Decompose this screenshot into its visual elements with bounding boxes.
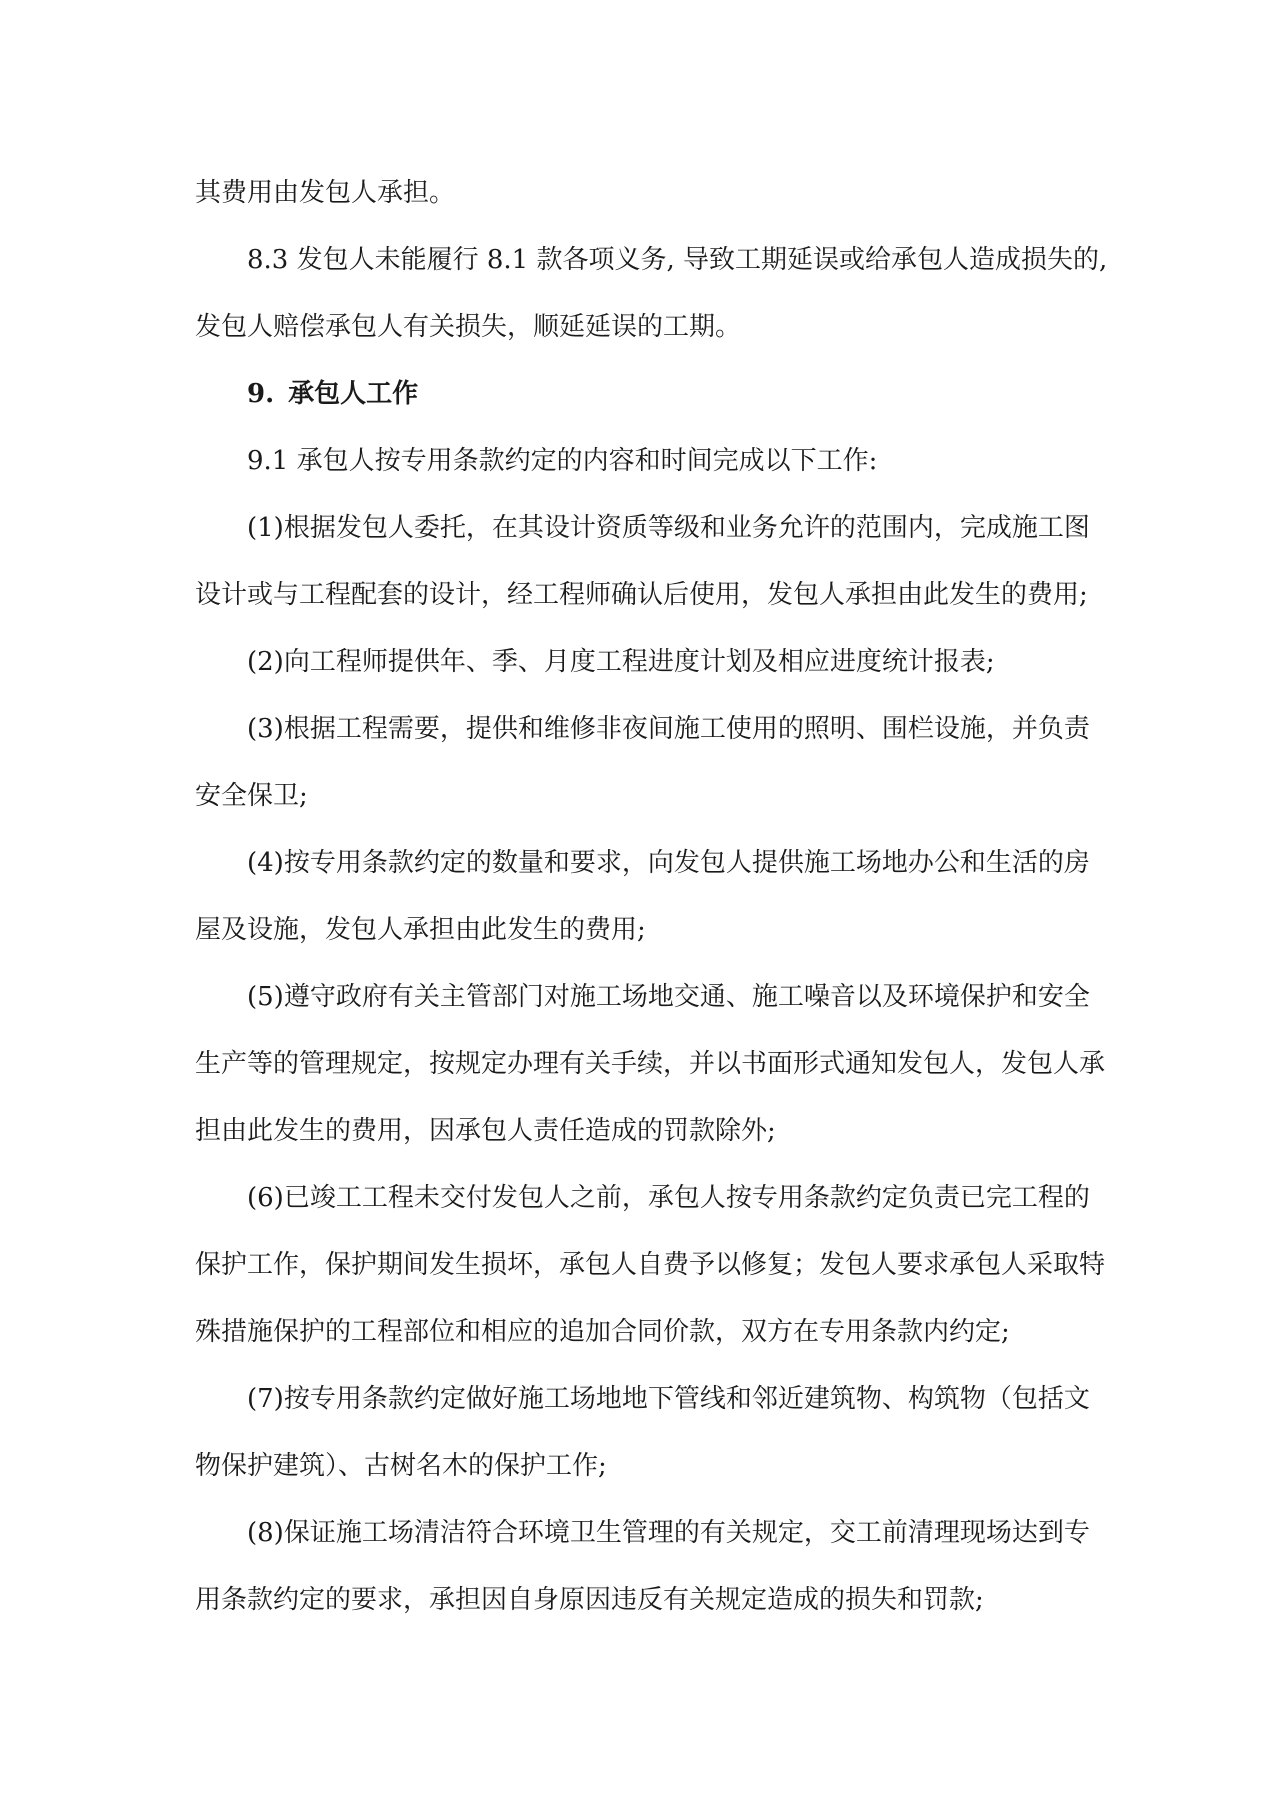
list-item-3 (195, 696, 1095, 830)
text-line: 保护工作，保护期间发生损坏，承包人自费予以修复；发包人要求承包人采取特 (195, 1250, 1106, 1280)
text-line: (3)根据工程需要，提供和维修非夜间施工使用的照明、围栏设施，并负责 (247, 714, 1090, 744)
text-line: 8.3 发包人未能履行 8.1 款各项义务, 导致工期延误或给承包人造成损失的, (247, 245, 1108, 275)
text-line: (4)按专用条款约定的数量和要求，向发包人提供施工场地办公和生活的房 (247, 848, 1090, 878)
text-line: (2)向工程师提供年、季、月度工程进度计划及相应进度统计报表; (247, 647, 995, 677)
text-line: 发包人赔偿承包人有关损失，顺延延误的工期。 (195, 312, 742, 342)
text-line: 安全保卫; (195, 781, 308, 811)
text-line: (1)根据发包人委托，在其设计资质等级和业务允许的范围内，完成施工图 (247, 513, 1090, 543)
text-line: (6)已竣工工程未交付发包人之前，承包人按专用条款约定负责已完工程的 (247, 1183, 1090, 1213)
text-line: (7)按专用条款约定做好施工场地地下管线和邻近建筑物、构筑物（包括文 (247, 1384, 1090, 1414)
text-line: 屋及设施，发包人承担由此发生的费用; (195, 915, 646, 945)
paragraph-continuation (195, 160, 1095, 227)
document-body (195, 160, 1108, 1634)
list-item-8 (195, 1500, 1095, 1634)
text-line: 殊措施保护的工程部位和相应的追加合同价款，双方在专用条款内约定; (195, 1317, 1010, 1347)
text-line: 物保护建筑）、古树名木的保护工作; (195, 1451, 607, 1481)
paragraph-9-1 (195, 428, 1095, 495)
list-item-1 (195, 495, 1095, 629)
section-title: 承包人工作 (288, 379, 419, 409)
text-line: (8)保证施工场清洁符合环境卫生管理的有关规定，交工前清理现场达到专 (247, 1518, 1090, 1548)
text-line: 9.1 承包人按专用条款约定的内容和时间完成以下工作: (247, 446, 878, 476)
list-item-6 (195, 1165, 1106, 1366)
section-heading-9 (195, 361, 1095, 428)
text-line: (5)遵守政府有关主管部门对施工场地交通、施工噪音以及环境保护和安全 (247, 982, 1090, 1012)
list-item-4 (195, 830, 1095, 964)
list-item-2 (195, 629, 1095, 696)
text-line: 担由此发生的费用，因承包人责任造成的罚款除外; (195, 1116, 776, 1146)
list-item-5 (195, 964, 1106, 1165)
paragraph-8-3 (195, 227, 1108, 361)
text-line: 生产等的管理规定，按规定办理有关手续，并以书面形式通知发包人，发包人承 (195, 1049, 1106, 1079)
text-line: 设计或与工程配套的设计，经工程师确认后使用，发包人承担由此发生的费用; (195, 580, 1088, 610)
text-line: 其费用由发包人承担。 (195, 178, 456, 208)
list-item-7 (195, 1366, 1095, 1500)
text-line: 用条款约定的要求，承担因自身原因违反有关规定造成的损失和罚款; (195, 1585, 984, 1615)
section-number: 9. (247, 379, 275, 409)
